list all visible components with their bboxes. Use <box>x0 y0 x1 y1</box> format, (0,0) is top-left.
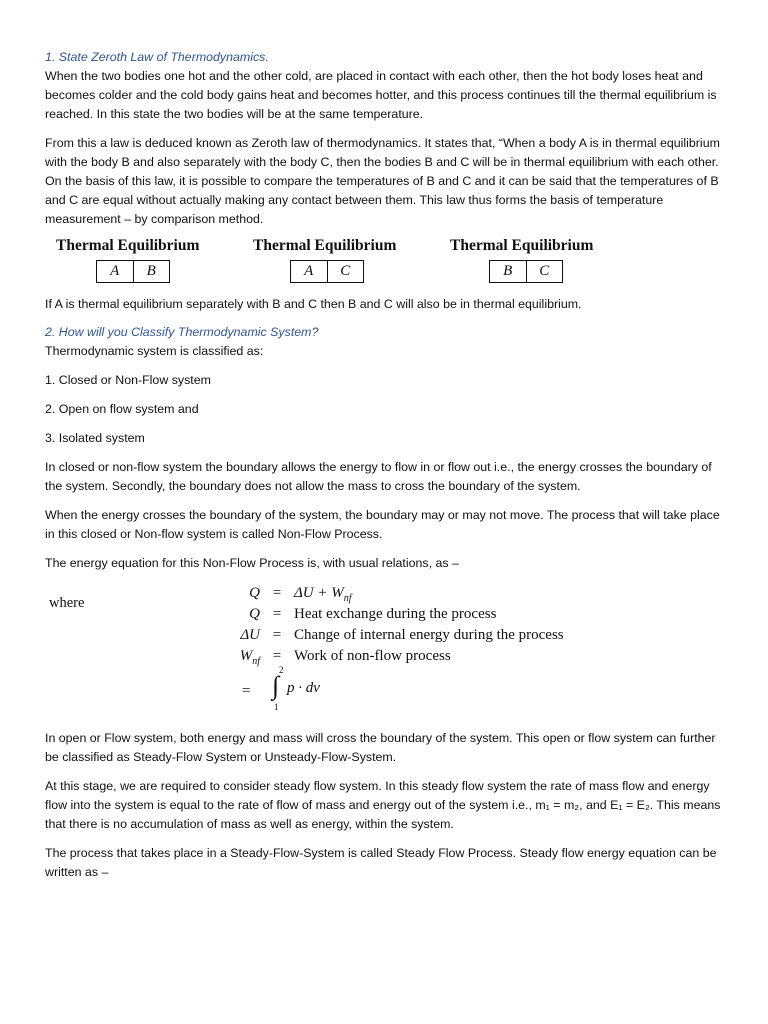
equation-row <box>185 627 564 644</box>
question-1-heading: 1. State Zeroth Law of Thermodynamics. <box>45 50 269 64</box>
non-flow-energy-equation <box>45 581 725 729</box>
open-system-paragraph: In open or Flow system, both energy and mass will cross the boundary of the system. This open or flow system can further be classified as Steady-Flow System or Unsteady-Flow-System. <box>45 731 716 764</box>
equals-sign: = <box>272 627 282 643</box>
zeroth-law-intro-paragraph: When the two bodies one hot and the other cold, are placed in contact with each other, then the hot body loses heat and becomes colder and the cold body gains heat and becomes hotter, and this process continues till the thermal equilibrium is reached. In this state the two bodies will be at the same temperature. <box>45 69 717 121</box>
equation-lhs: Q <box>249 585 260 601</box>
where-label: where <box>49 595 85 611</box>
equilibrium-title: Thermal Equilibrium <box>56 237 200 254</box>
integral-upper-limit: 2 <box>279 665 284 675</box>
steady-flow-paragraph: At this stage, we are required to consider steady flow system. In this steady flow system the rate of mass flow and energy flow into the system is equal to the rate of flow of mass and energy out of the system i.e., m₁ = m₂, and E₁ = E₂. This means that there is no accumulation of mass as well as energy, within the system. <box>45 779 721 831</box>
equilibrium-conclusion-paragraph: If A is thermal equilibrium separately with B and C then B and C will also be in thermal equilibrium. <box>45 297 582 311</box>
equation-lhs: ΔU <box>240 627 260 643</box>
equation-lhs: Q <box>249 606 260 622</box>
body-box: A <box>110 263 120 279</box>
question-2-heading: 2. How will you Classify Thermodynamic System? <box>45 325 319 339</box>
equilibrium-box-pair <box>489 260 563 283</box>
zeroth-law-statement-paragraph: From this a law is deduced known as Zeroth law of thermodynamics. It states that, “When a body A is in thermal equilibrium with the body B and also separately with the body C, then the bodies B and C will be in thermal equilibrium with each other. On the basis of this law, it is possible to compare the temperatures of B and C and it can be said that the temperatures of B and C are equal without actually making any contact between them. This law thus forms the basis of temperature measurement – by comparison method. <box>45 136 720 226</box>
work-integral <box>242 665 362 715</box>
body-box: B <box>133 261 170 282</box>
document-page <box>45 48 725 882</box>
equation-row <box>185 585 352 604</box>
equilibrium-title: Thermal Equilibrium <box>450 237 594 254</box>
equilibrium-box-pair <box>290 260 364 283</box>
equation-rhs: Change of internal energy during the process <box>294 627 564 643</box>
equilibrium-title: Thermal Equilibrium <box>253 237 397 254</box>
body-box: A <box>304 263 314 279</box>
energy-equation-intro: The energy equation for this Non-Flow Process is, with usual relations, as – <box>45 556 459 570</box>
equilibrium-bc <box>450 237 647 283</box>
steady-flow-process-paragraph: The process that takes place in a Steady-Flow-System is called Steady Flow Process. Steady flow energy equation can be written as – <box>45 846 717 879</box>
equation-lhs: W <box>239 648 253 664</box>
equals-sign: = <box>272 606 282 622</box>
list-item: 3. Isolated system <box>45 431 145 445</box>
thermal-equilibrium-figure <box>56 237 725 283</box>
equation-rhs: Heat exchange during the process <box>294 606 497 622</box>
equilibrium-ac <box>253 237 450 283</box>
body-box: B <box>503 263 513 279</box>
body-box: C <box>327 261 364 282</box>
equilibrium-box-pair <box>96 260 170 283</box>
non-flow-process-paragraph: When the energy crosses the boundary of the system, the boundary may or may not move. The process that will take place in this closed or Non-flow system is called Non-Flow Process. <box>45 508 720 541</box>
equation-rhs: Work of non-flow process <box>294 648 451 664</box>
equals-sign: = <box>242 683 251 699</box>
integral-sign-icon: ∫ <box>272 671 280 700</box>
list-item: 1. Closed or Non-Flow system <box>45 373 211 387</box>
subscript-nf: nf <box>343 593 352 604</box>
integral-lower-limit: 1 <box>274 702 279 712</box>
equation-rhs: ΔU + W <box>294 585 344 601</box>
equation-row <box>185 606 496 623</box>
list-item: 2. Open on flow system and <box>45 402 199 416</box>
integrand: p · dv <box>287 680 320 696</box>
closed-system-paragraph: In closed or non-flow system the boundary allows the energy to flow in or flow out i.e., the energy crosses the boundary of the system. Secondly, the boundary does not allow the mass to cross the boundary of the system. <box>45 460 712 493</box>
subscript-nf: nf <box>252 656 260 667</box>
equilibrium-ab <box>56 237 253 283</box>
body-box: C <box>526 261 563 282</box>
classification-intro: Thermodynamic system is classified as: <box>45 344 264 358</box>
equals-sign: = <box>272 585 282 601</box>
equals-sign: = <box>272 648 282 664</box>
